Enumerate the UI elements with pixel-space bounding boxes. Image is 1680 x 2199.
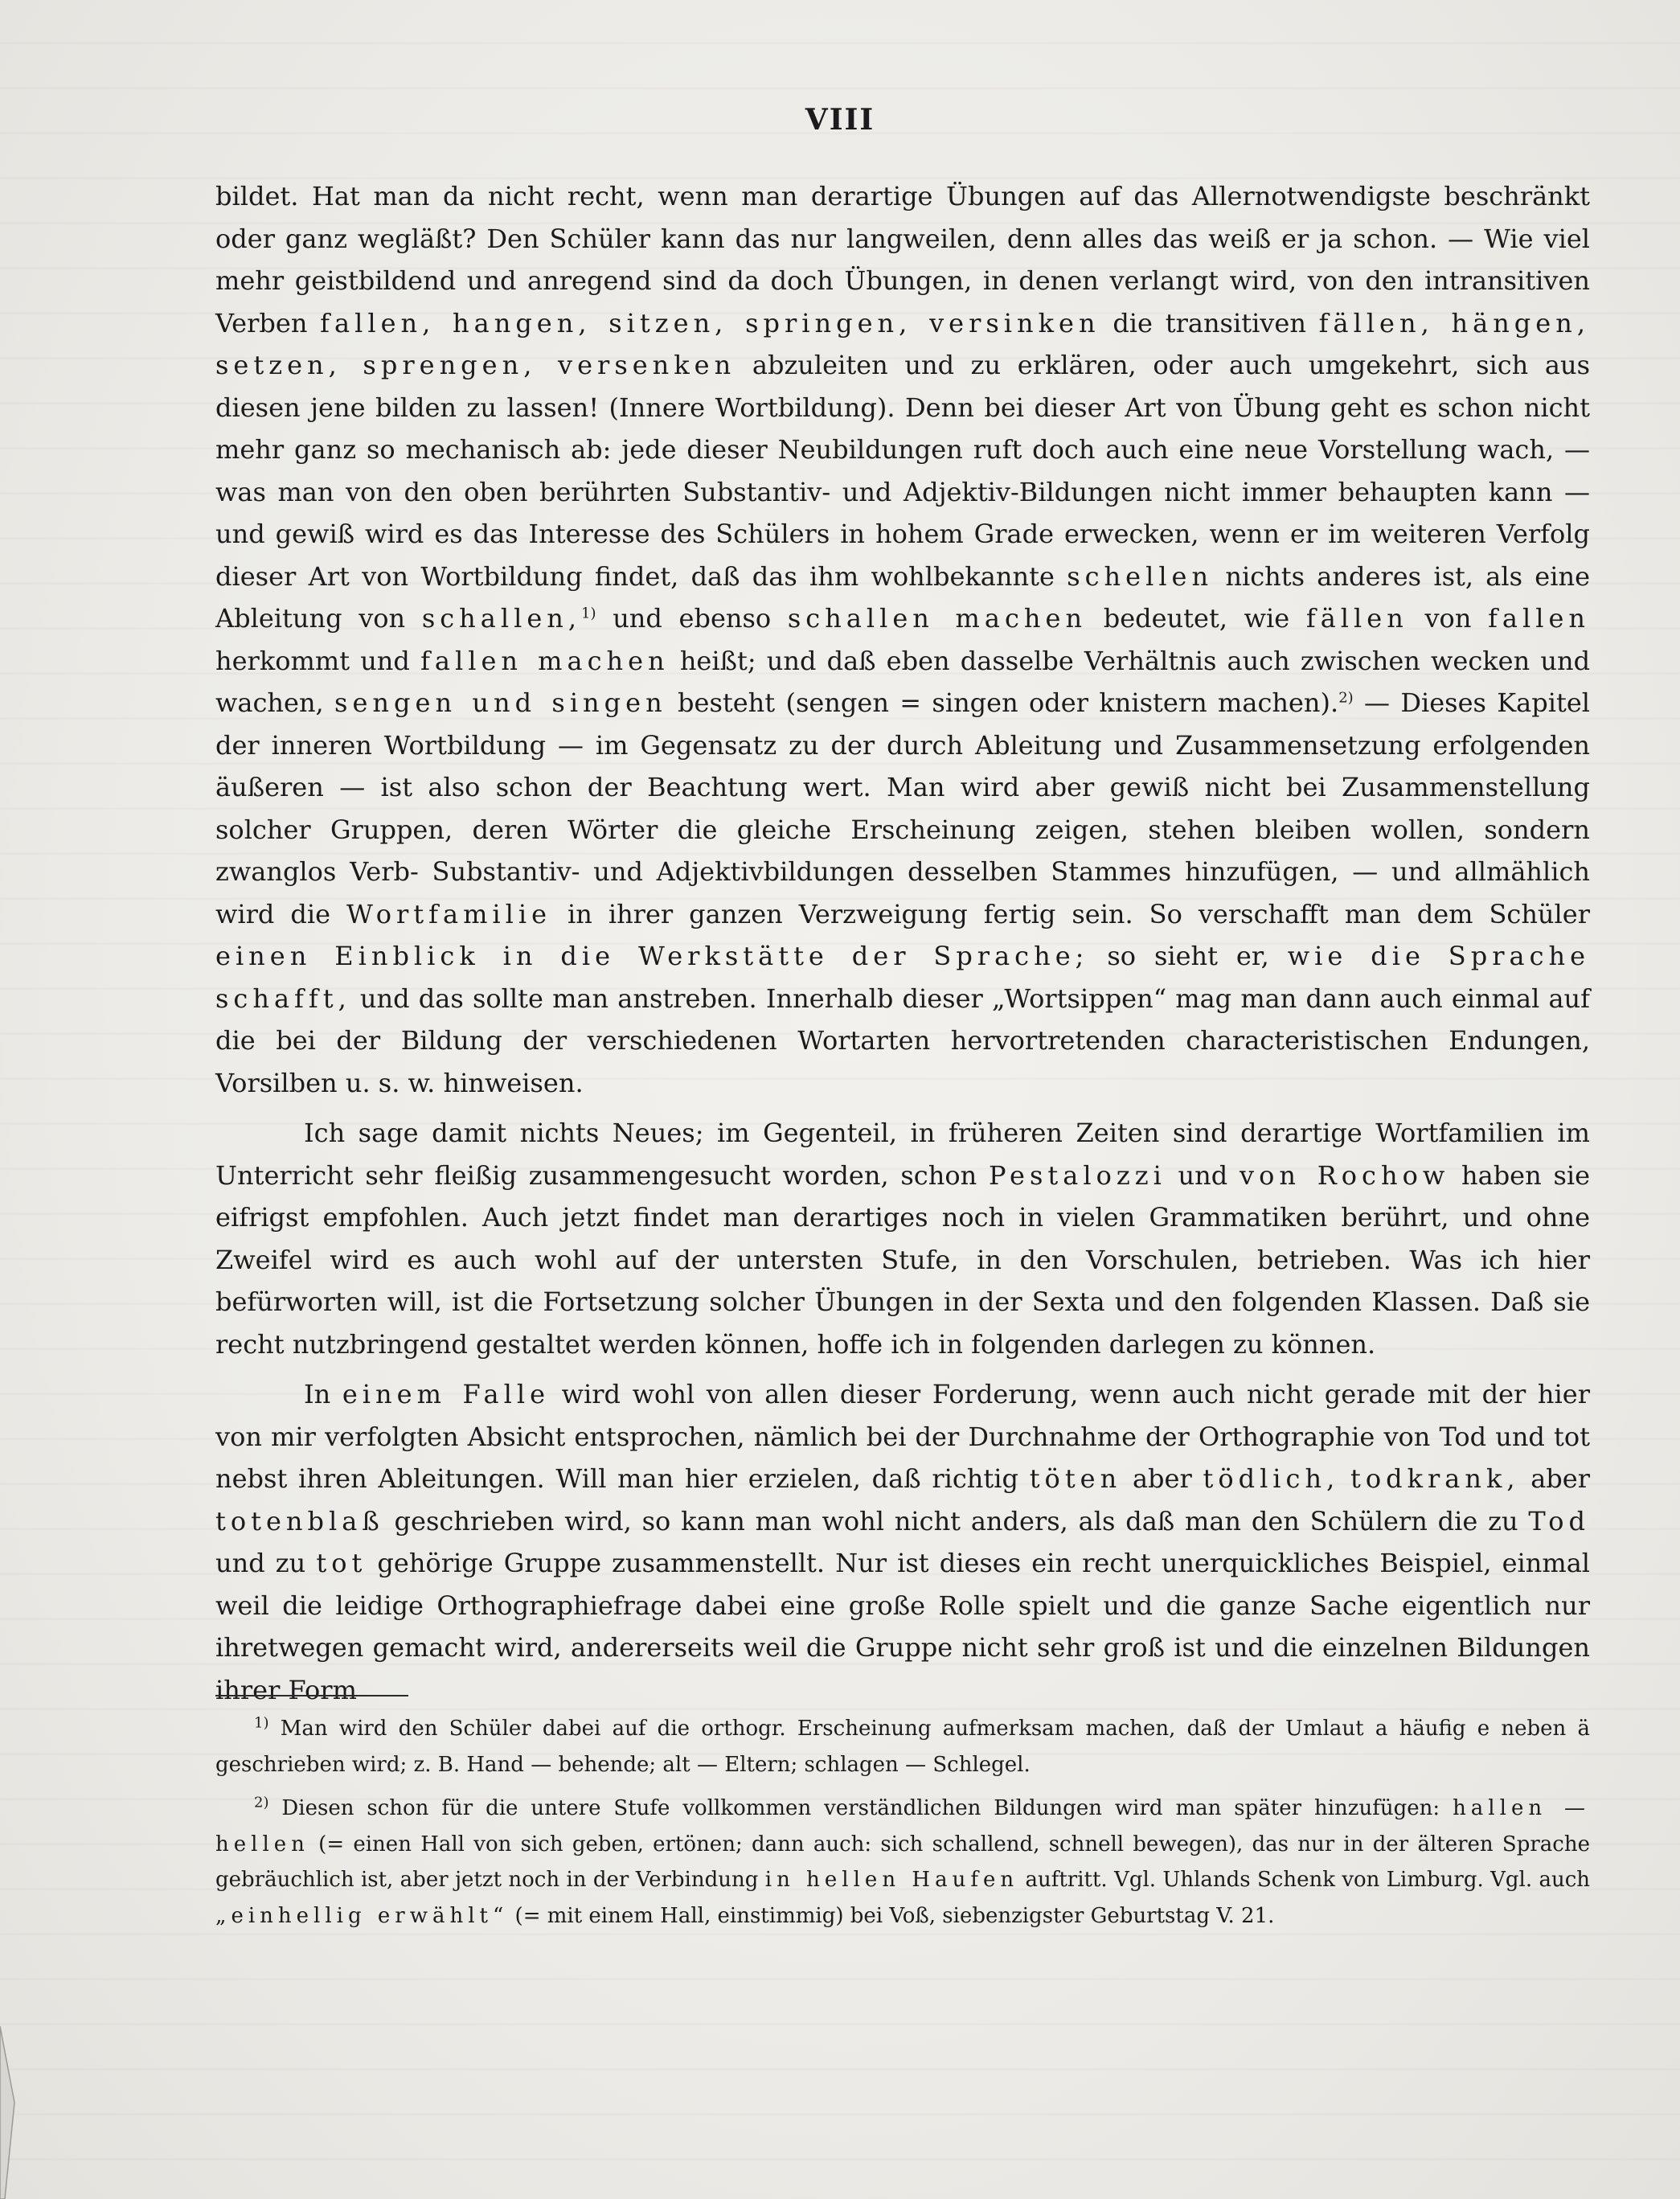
paragraph-2: Ich sage damit nichts Neues; im Gegenteil, in früheren Zeiten sind derartige Wortfamilien im Unterricht sehr fleißig zusammengesucht worden, schon Pestalozzi und von Rochow haben sie eifrigst empfohlen. Auch jetzt findet man derartiges noch in vielen Grammatiken berührt, und ohne Zweifel wird es auch wohl auf der untersten Stufe, in den Vorschulen, betrieben. Was ich hier befürworten will, ist die Fortsetzung solcher Übungen in der Sexta und den folgenden Klassen. Daß sie recht nutzbringend gestaltet werden können, hoffe ich in folgenden darlegen zu können.: [215, 1118, 1591, 1360]
footnote-1: $^{1)}$ Man wird den Schüler dabei auf die orthogr. Erscheinung aufmerksam machen, daß der Umlaut a häufig e neben ä geschrieben wird; z. B. Hand — behende; alt — Eltern; schlagen — Schlegel.: [215, 1714, 1591, 1777]
footnote-2: $^{2)}$ Diesen schon für die untere Stufe vollkommen verständlichen Bildungen wird man später hinzufügen: hallen — hellen (= einen Hall von sich geben, ertönen; dann auch: sich schallend, schnell bewegen), das nur in der älteren Sprache gebräuchlich ist, aber jetzt noch in der Verbindung in hellen Haufen auftritt. Vgl. Uhlands Schenk von Limburg. Vgl. auch „einhellig erwählt“ (= mit einem Hall, einstimmig) bei Voß, siebenzigster Geburtstag V. 21.: [215, 1794, 1591, 1928]
paragraph-1: bildet. Hat man da nicht recht, wenn man derartige Übungen auf das Allernotwendigste beschränkt oder ganz wegläßt? Den Schüler kann das nur langweilen, denn alles das weiß er ja schon. — Wie viel mehr geistbildend und anregend sind da doch Übungen, in denen verlangt wird, von den intransitiven Verben fallen, hangen, sitzen, springen, versinken die transitiven fällen, hängen, setzen, sprengen, versenken abzuleiten und zu erklären, oder auch umgekehrt, sich aus diesen jene bilden zu lassen! (Innere Wortbildung). Denn bei dieser Art von Übung geht es schon nicht mehr ganz so mechanisch ab: jede dieser Neubildungen ruft doch auch eine neue Vorstellung wach, — was man von den oben berührten Substantiv- und Adjektiv-Bildungen nicht immer behaupten kann — und gewiß wird es das Interesse des Schülers in hohem Grade erwecken, wenn er im weiteren Verfolg dieser Art von Wortbildung findet, daß das ihm wohlbekannte schellen nichts anderes ist, als eine Ableitung von schallen,$^{1)}$ und ebenso schallen machen bedeutet, wie fällen von fallen herkommt und fallen machen heißt; und daß eben dasselbe Verhältnis auch zwischen wecken und wachen, sengen und singen besteht (sengen = singen oder knistern machen).$^{2)}$ — Dieses Kapitel der inneren Wortbildung — im Gegensatz zu der durch Ableitung und Zusammensetzung erfolgenden äußeren — ist also schon der Beachtung wert. Man wird aber gewiß nicht bei Zusammenstellung solcher Gruppen, deren Wörter die gleiche Erscheinung zeigen, stehen bleiben wollen, sondern zwanglos Verb- Substantiv- und Adjektivbildungen desselben Stammes hinzufügen, — und allmählich wird die Wortfamilie in ihrer ganzen Verzweigung fertig sein. So verschafft man dem Schüler einen Einblick in die Werkstätte der Sprache; so sieht er, wie die Sprache schafft, und das sollte man anstreben. Innerhalb dieser „Wortsippen“ mag man dann auch einmal auf die bei der Bildung der verschiedenen Wortarten hervortretenden characteristischen Endungen, Vorsilben u. s. w. hinweisen.: [215, 181, 1591, 1098]
page-edge-mark: [0, 2026, 32, 2199]
footnote-2-mark: 2): [254, 1794, 269, 1811]
page-number: VIII: [805, 103, 875, 137]
footnote-1-mark: 1): [254, 1714, 269, 1732]
main-text: [215, 175, 1590, 1719]
footnote-ref-2: 2): [1338, 689, 1354, 707]
footnote-ref-1: 1): [581, 605, 596, 622]
footnotes: [215, 1711, 1590, 1942]
paragraph-3: In einem Falle wird wohl von allen dieser Forderung, wenn auch nicht gerade mit der hier von mir verfolgten Absicht entsprochen, nämlich bei der Durchnahme der Orthographie von Tod und tot nebst ihren Ableitungen. Will man hier erzielen, daß richtig töten aber tödlich, todkrank, aber totenblaß geschrieben wird, so kann man wohl nicht anders, als daß man den Schülern die zu Tod und zu tot gehörige Gruppe zusammenstellt. Nur ist dieses ein recht unerquickliches Beispiel, einmal weil die leidige Orthographiefrage dabei eine große Rolle spielt und die ganze Sache eigentlich nur ihretwegen gemacht wird, andererseits weil die Gruppe nicht sehr groß ist und die einzelnen Bildungen ihrer Form: [215, 1379, 1591, 1705]
footnote-divider: [215, 1695, 408, 1696]
